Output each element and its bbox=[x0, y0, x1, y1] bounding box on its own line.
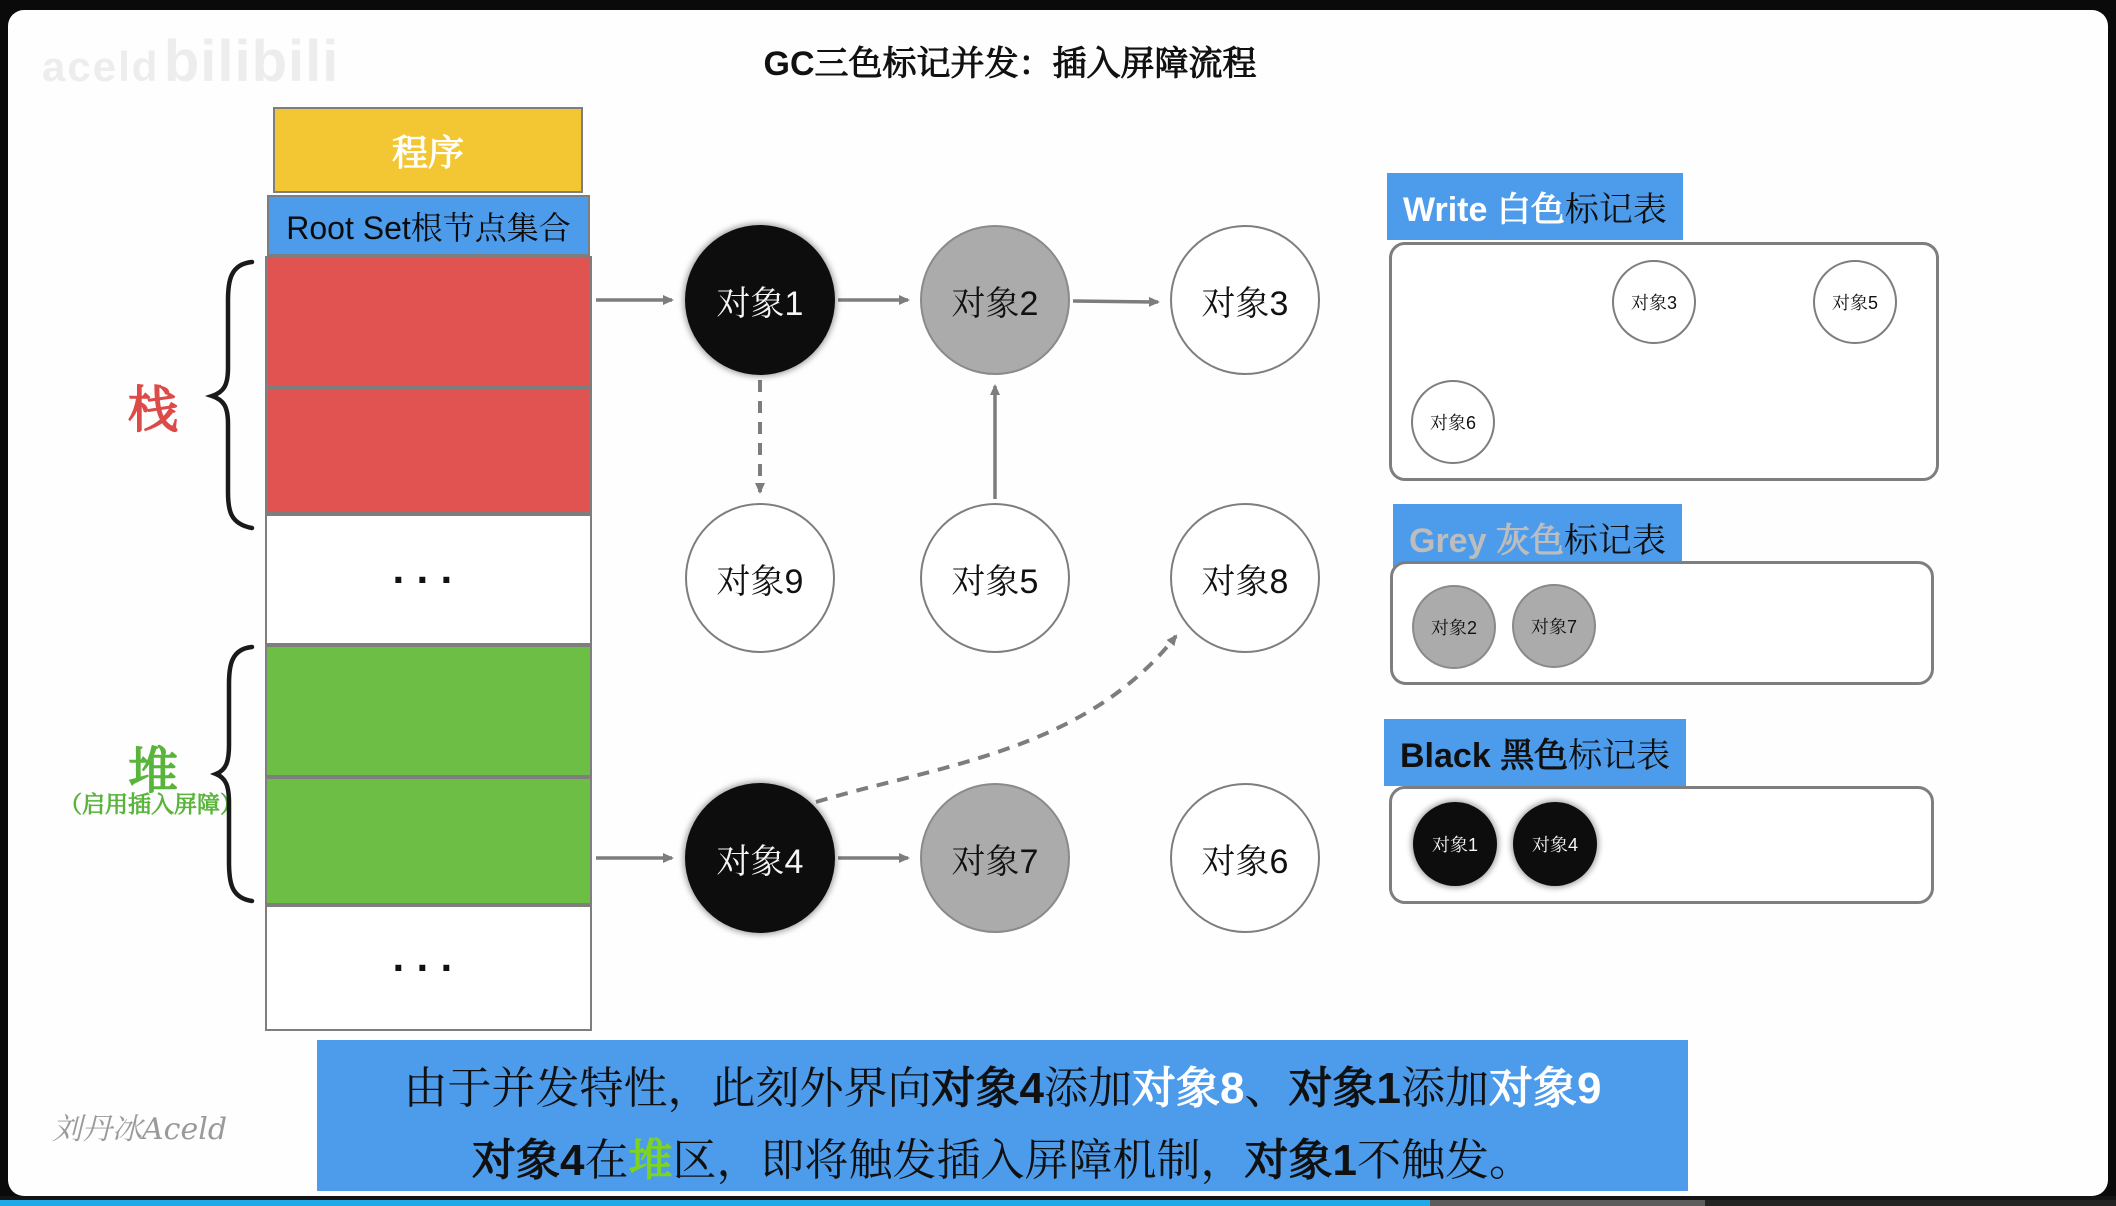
caption-line-2: 对象4在堆区，即将触发插入屏障机制，对象1不触发。 bbox=[472, 1136, 1533, 1185]
stack-brace bbox=[212, 262, 252, 528]
video-progress-bar[interactable] bbox=[0, 1196, 2116, 1206]
black-table-label-suffix: 标记表 bbox=[1568, 737, 1671, 775]
node-obj4 bbox=[685, 783, 835, 933]
item-label: 对象7 bbox=[1530, 617, 1577, 637]
item-label: 对象6 bbox=[1429, 413, 1476, 433]
node-obj9 bbox=[685, 503, 835, 653]
heap-sub-label: （启用插入屏障） bbox=[59, 791, 243, 817]
node-label: 对象3 bbox=[1201, 284, 1289, 323]
arrow-obj2-to-obj3 bbox=[1073, 301, 1158, 302]
progress-remaining[interactable] bbox=[1705, 1200, 2116, 1206]
white-table-item-obj6 bbox=[1411, 380, 1495, 464]
grey-table-item-obj7 bbox=[1512, 584, 1596, 668]
black-table-item-obj4 bbox=[1513, 802, 1597, 886]
white-table-label bbox=[1387, 173, 1683, 240]
node-obj6 bbox=[1170, 783, 1320, 933]
node-obj2 bbox=[920, 225, 1070, 375]
grey-table-item-obj2 bbox=[1412, 585, 1496, 669]
rootset-label: Root Set根节点集合 bbox=[286, 209, 571, 246]
node-obj5 bbox=[920, 503, 1070, 653]
item-label: 对象3 bbox=[1630, 293, 1677, 313]
node-obj8 bbox=[1170, 503, 1320, 653]
node-obj1 bbox=[685, 225, 835, 375]
white-table-label-suffix: 标记表 bbox=[1564, 191, 1667, 229]
watermark-aceld: aceld bbox=[42, 43, 160, 90]
node-label: 对象9 bbox=[716, 562, 804, 601]
memory-ellipsis-box-2: ··· bbox=[265, 905, 592, 1031]
author-watermark: 刘丹冰Aceld bbox=[52, 1112, 228, 1147]
grey-table-label-en: Grey 灰色 bbox=[1409, 522, 1564, 560]
black-table-label bbox=[1384, 719, 1686, 786]
memory-ellipsis-box-1: ··· bbox=[265, 514, 592, 645]
progress-buffered[interactable] bbox=[1430, 1200, 1705, 1206]
node-label: 对象4 bbox=[716, 842, 804, 881]
node-label: 对象7 bbox=[951, 842, 1039, 881]
black-table-label-en: Black 黑色 bbox=[1400, 737, 1569, 775]
white-table-item-obj5 bbox=[1813, 260, 1897, 344]
node-label: 对象1 bbox=[716, 284, 804, 323]
heap-brace bbox=[216, 647, 252, 901]
node-label: 对象2 bbox=[951, 284, 1039, 323]
white-table-item-obj3 bbox=[1612, 260, 1696, 344]
heap-label: 堆 bbox=[128, 743, 178, 799]
node-label: 对象6 bbox=[1201, 842, 1289, 881]
node-label: 对象8 bbox=[1201, 562, 1289, 601]
caption-line-1: 由于并发特性，此刻外界向对象4添加对象8、对象1添加对象9 bbox=[403, 1064, 1602, 1113]
node-label: 对象5 bbox=[951, 562, 1039, 601]
dashed-arrow-obj4-to-obj8 bbox=[816, 636, 1176, 802]
progress-played[interactable] bbox=[0, 1200, 1430, 1206]
item-label: 对象2 bbox=[1430, 618, 1477, 638]
node-obj3 bbox=[1170, 225, 1320, 375]
page-title: GC三色标记并发：插入屏障流程 bbox=[763, 45, 1257, 83]
white-table-label-en: Write 白色 bbox=[1403, 191, 1565, 229]
grey-table-label-suffix: 标记表 bbox=[1563, 522, 1666, 560]
black-table-item-obj1 bbox=[1413, 802, 1497, 886]
stack-label: 栈 bbox=[128, 382, 178, 438]
program-label: 程序 bbox=[391, 131, 464, 173]
caption-box bbox=[317, 1040, 1688, 1191]
node-obj7 bbox=[920, 783, 1070, 933]
item-label: 对象1 bbox=[1431, 835, 1478, 855]
item-label: 对象4 bbox=[1531, 835, 1578, 855]
bilibili-logo: bilibili bbox=[163, 29, 340, 94]
item-label: 对象5 bbox=[1831, 293, 1878, 313]
